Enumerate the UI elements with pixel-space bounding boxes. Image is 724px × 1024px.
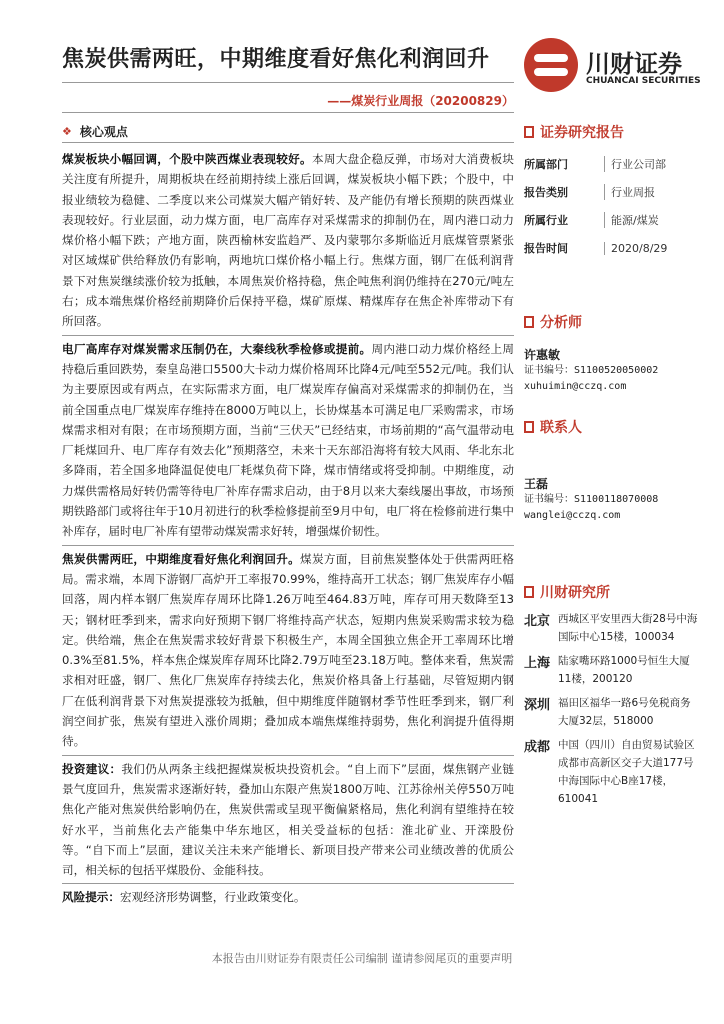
office-address: 陆家嘴环路1000号恒生大厦11楼，200120 bbox=[558, 655, 690, 685]
header-rule bbox=[62, 82, 514, 83]
paragraph-investment bbox=[62, 759, 514, 881]
footer-disclaimer: 本报告由川财证券有限责任公司编制 谨请参阅尾页的重要声明 bbox=[211, 952, 513, 965]
paragraph-body: 宏观经济形势调整，行业政策变化。 bbox=[119, 890, 306, 905]
paragraph-risk bbox=[62, 887, 514, 907]
section-divider bbox=[62, 883, 514, 884]
analyst-heading bbox=[524, 310, 700, 334]
info-value: 行业周报 bbox=[604, 184, 655, 200]
paragraph-thermal-coal bbox=[62, 339, 514, 542]
cert-number: S1100118070008 bbox=[574, 494, 659, 505]
report-title: 焦炭供需两旺，中期维度看好焦化利润回升 bbox=[62, 47, 490, 72]
info-value: 能源/煤炭 bbox=[604, 212, 659, 228]
paragraph-body: 周内港口动力煤价格经上周持稳后重回跌势，秦皇岛港口5500大卡动力煤价格周环比降4元/吨至552元/吨。我们认为主要原因或有两点，在实际需求方面，电厂煤炭库存偏高对采煤需求的抑制仍在，当前全国重点电厂煤炭库存维持在8000万吨以上，长协煤基本可满足电厂采购需求，市场煤需求相对有限；在市场预期方面，当前“三伏天”已经结束，市场前期的“高气温带动电厂耗煤回升、电厂库存有效去化”预期落空，未来十天东部沿海将有较大风雨、华北东北多降雨，若全国多地降温促使电厂耗煤负荷下降，煤市情绪或将受抑制。中期维度，动力煤供需格局好转仍需等待电厂补库存需求启动，由于8月以来大秦线屡出事故，市场预期铁路部门或将往年于10月初进行的秋季检修提前至9月中旬，电厂将在检修前进行集中补库存，届时电厂补库有望带动煤炭需求好转，增强煤价韧性。 bbox=[62, 341, 514, 539]
info-key: 所属部门 bbox=[524, 158, 568, 171]
office-address: 西城区平安里西大街28号中海国际中心15楼，100034 bbox=[558, 613, 698, 643]
cert-label: 证书编号： bbox=[524, 365, 574, 376]
paragraph-lead: 煤炭板块小幅回调，个股中陕西煤业表现较好。 bbox=[62, 152, 312, 166]
cert-label: 证书编号： bbox=[524, 494, 574, 505]
info-row-category bbox=[524, 178, 700, 206]
cert-number: S1100520050002 bbox=[574, 365, 659, 376]
info-key: 报告时间 bbox=[524, 242, 568, 255]
analyst-cert bbox=[524, 363, 700, 379]
paragraph-coke bbox=[62, 549, 514, 752]
contact-heading bbox=[524, 415, 700, 439]
office-address: 福田区福华一路6号免税商务大厦32层，518000 bbox=[558, 697, 691, 727]
report-subtitle: ——煤炭行业周报（20200829） bbox=[327, 94, 514, 108]
section-divider bbox=[62, 142, 514, 143]
office-shanghai bbox=[524, 652, 700, 688]
report-type-title: 证券研究报告 bbox=[540, 125, 624, 141]
institute-heading bbox=[524, 580, 700, 604]
contact-name: 王磊 bbox=[524, 477, 549, 491]
contact-cert bbox=[524, 492, 700, 508]
section-marker-icon bbox=[524, 421, 534, 433]
section-divider bbox=[62, 545, 514, 546]
office-city: 上海 bbox=[524, 656, 551, 671]
core-view-title: 核心观点 bbox=[79, 124, 128, 139]
diamond-icon: ❖ bbox=[62, 124, 72, 138]
info-key: 所属行业 bbox=[524, 214, 568, 227]
section-divider bbox=[62, 335, 514, 336]
office-city: 北京 bbox=[524, 614, 551, 629]
sidebar bbox=[524, 120, 700, 808]
paragraph-lead: 电厂高库存对煤炭需求压制仍在，大秦线秋季检修或提前。 bbox=[62, 341, 372, 356]
report-type-heading bbox=[524, 120, 700, 144]
info-value: 2020/8/29 bbox=[604, 242, 667, 255]
section-divider bbox=[62, 755, 514, 756]
logo-name-en: CHUANCAI SECURITIES bbox=[586, 76, 701, 86]
paragraph-lead: 焦炭供需两旺，中期维度看好焦化利润回升。 bbox=[62, 551, 301, 566]
institute-title: 川财研究所 bbox=[540, 585, 610, 601]
paragraph-body: 本周大盘企稳反弹，市场对大消费板块关注度有所提升，周期板块在经前期持续上涨后回调，煤炭板块小幅下跌；个股中，中报业绩较为稳健、二季度以来公司煤炭大幅产销好转、及产能仍有增长预期的陕西煤业表现较好。行业层面，动力煤方面，电厂高库存对采煤需求的抑制仍在，周内港口动力煤价格小幅下跌；产地方面，陕西榆林安监趋严、及内蒙鄂尔多斯临近月底煤管票紧张对区域煤矿供给释放仍有影响，两地坑口煤价格小幅上行。焦煤方面，钢厂在低利润背景下对焦炭继续涨价较为抵触，本周焦炭价格持稳，焦企吨焦利润仍维持在270元/吨左右；成本端焦煤价格经前期降价后保持平稳，煤矿原煤、精煤库存在焦企补库带动下有所回落。 bbox=[62, 152, 514, 329]
header-rule-bottom bbox=[62, 112, 514, 113]
section-marker-icon bbox=[524, 586, 534, 598]
paragraph-body: 我们仍从两条主线把握煤炭板块投资机会。“自上而下”层面，煤焦钢产业链景气度回升，焦炭需求逐渐好转，叠加山东限产焦炭1800万吨、江苏徐州关停550万吨焦化产能对焦炭供给影响仍在，焦炭供需或呈现平衡偏紧格局，焦化利润有望维持在较好水平，当前焦化去产能集中华东地区，相关受益标的包括：淮北矿业、开滦股份等。“自下而上”层面，建议关注未来产能增长、新项目投产带来公司业绩改善的优质公司，相关标的包括平煤股份、金能科技。 bbox=[62, 761, 514, 878]
office-address: 中国（四川）自由贸易试验区成都市高新区交子大道177号中海国际中心B座17楼，610041 bbox=[558, 739, 695, 805]
analyst-name: 许惠敏 bbox=[524, 348, 561, 362]
analyst-email[interactable]: xuhuimin@cczq.com bbox=[524, 381, 627, 392]
office-city: 成都 bbox=[524, 740, 551, 755]
contact-email[interactable]: wanglei@cczq.com bbox=[524, 510, 621, 521]
paragraph-lead: 投资建议： bbox=[62, 761, 122, 776]
section-marker-icon bbox=[524, 126, 534, 138]
paragraph-lead: 风险提示： bbox=[62, 890, 120, 905]
info-key: 报告类别 bbox=[524, 186, 568, 199]
logo-mark-icon bbox=[524, 38, 578, 92]
office-chengdu bbox=[524, 736, 700, 808]
office-city: 深圳 bbox=[524, 698, 551, 713]
paragraph-body: 煤炭方面，目前焦炭整体处于供需两旺格局。需求端，本周下游钢厂高炉开工率报70.99%，维持高开工状态；钢厂焦炭库存小幅回落，周内样本钢厂焦炭库存周环比降1.26万吨至464.83万吨，库存可用天数降至13天；钢材旺季到来，需求向好预期下钢厂将维持高产状态，短期内焦炭采购需求较为稳定。供给端，焦企在焦炭需求较好背景下积极生产，本周全国独立焦企开工率周环比增0.3%至81.5%，样本焦企煤炭库存周环比降2.79万吨至23.18万吨。整体来看，焦炭需求相对旺盛，钢厂、焦化厂焦炭库存持续去化，焦炭价格具备上行基础，尽管短期内钢厂在低利润背景下对焦炭提涨较为抵触，但中期维度伴随钢材季节性旺季到来，钢厂利润空间扩张，焦炭有望进入涨价周期；叠加成本端焦煤维持弱势，焦化利润提升值得期待。 bbox=[62, 551, 514, 749]
info-row-industry bbox=[524, 206, 700, 234]
main-content bbox=[62, 120, 514, 908]
section-marker-icon bbox=[524, 316, 534, 328]
info-row-date bbox=[524, 234, 700, 262]
paragraph-market bbox=[62, 149, 514, 332]
core-view-heading bbox=[62, 120, 514, 142]
office-shenzhen bbox=[524, 694, 700, 730]
info-row-department bbox=[524, 150, 700, 178]
contact-title: 联系人 bbox=[540, 420, 582, 436]
logo-name-cn: 川财证券 bbox=[586, 50, 682, 78]
office-beijing bbox=[524, 610, 700, 646]
analyst-title: 分析师 bbox=[540, 315, 582, 331]
info-value: 行业公司部 bbox=[604, 156, 666, 172]
company-logo bbox=[524, 38, 701, 98]
